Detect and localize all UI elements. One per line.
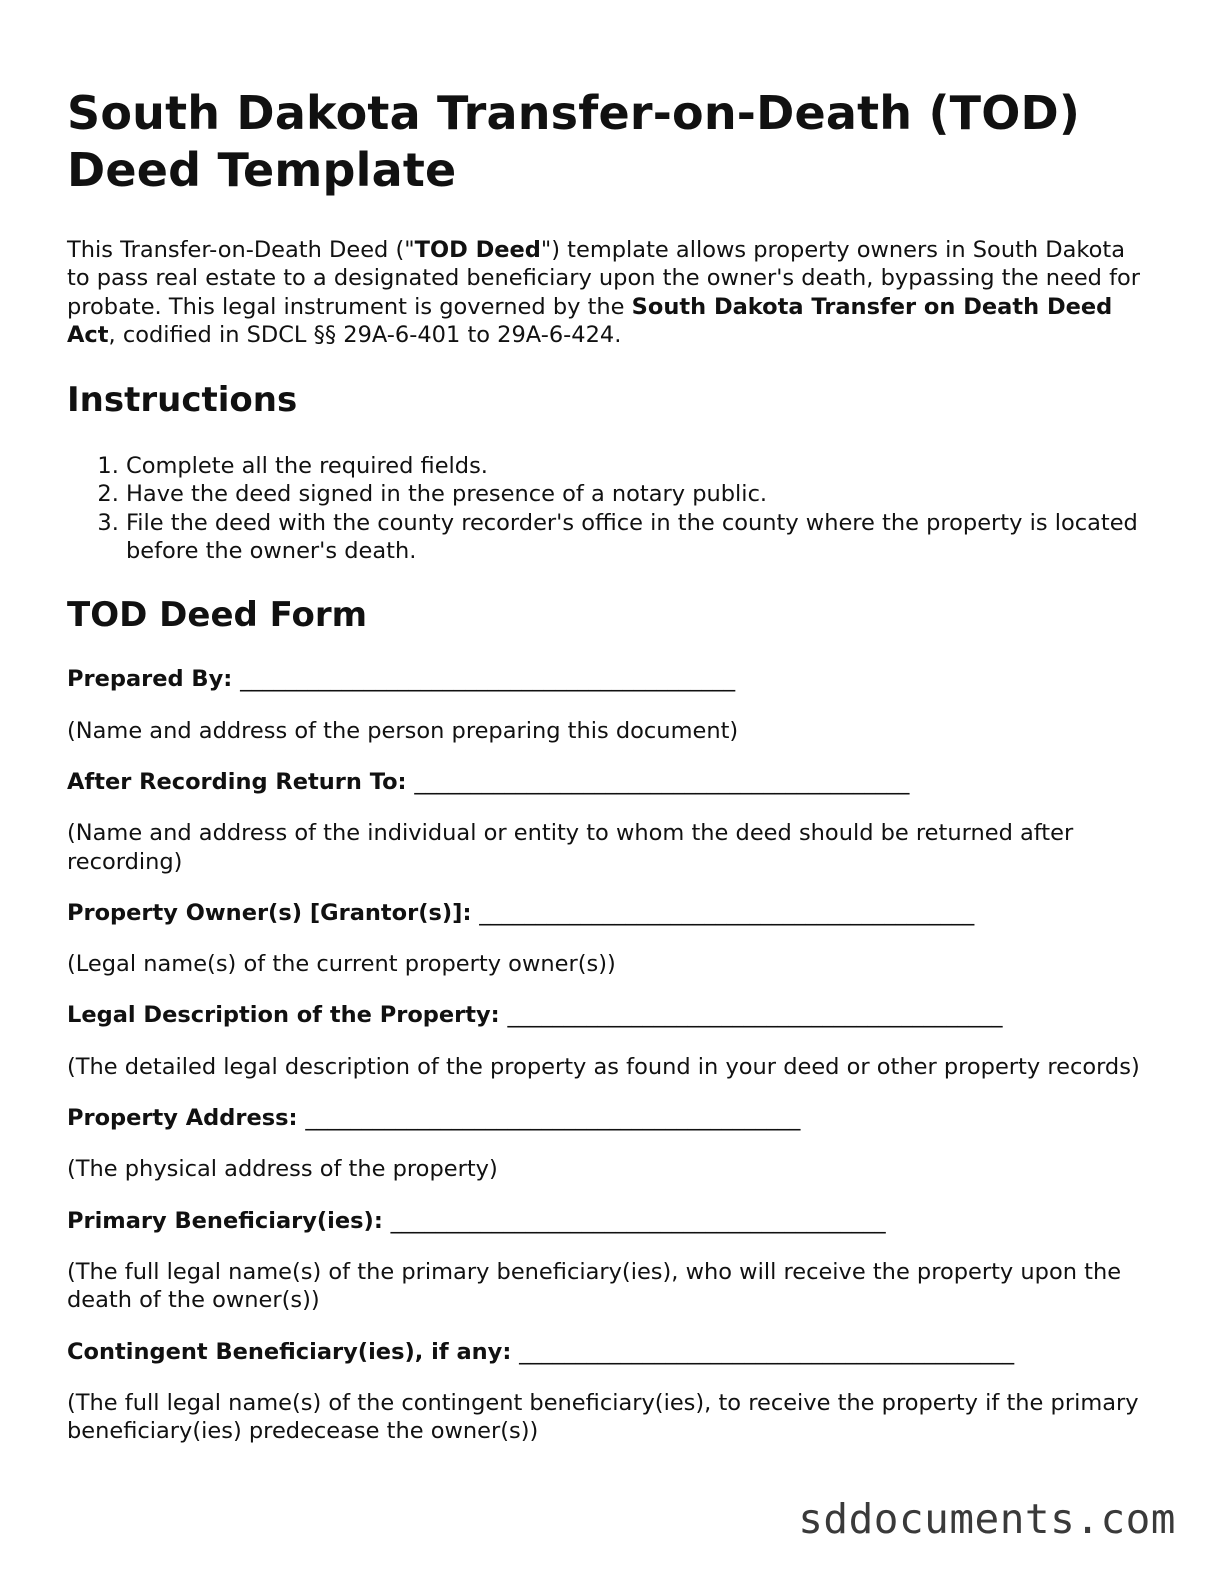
field-after-recording-return-to (67, 768, 1142, 796)
instructions-list (67, 452, 1142, 565)
field-label: Property Address: (67, 1105, 298, 1132)
field-label: Property Owner(s) [Grantor(s)]: (67, 899, 472, 926)
field-label: Legal Description of the Property: (67, 1002, 500, 1029)
field-label: Primary Beneficiary(ies): (67, 1207, 383, 1234)
intro-text-2: ") template allows property owners in South Dakota to pass real estate to a designated beneficiary upon the owner's death, bypassing the need for probate. This legal instrument is governed by the (67, 237, 1141, 320)
field-note: (The physical address of the property) (67, 1156, 498, 1183)
field-legal-description (67, 1001, 1142, 1029)
blank-line[interactable]: ____________________________________________ (305, 1105, 801, 1132)
field-property-owners (67, 899, 1142, 927)
blank-line[interactable]: ____________________________________________ (479, 899, 975, 926)
field-note: (Name and address of the person preparing this document) (67, 717, 739, 744)
field-note: (Legal name(s) of the current property owner(s)) (67, 951, 616, 978)
field-note: (The detailed legal description of the property as found in your deed or other property records) (67, 1053, 1140, 1080)
field-label: Prepared By: (67, 666, 233, 693)
field-note: (The full legal name(s) of the primary beneficiary(ies), who will receive the property upon the death of the owner(s)) (67, 1258, 1122, 1314)
blank-line[interactable]: ____________________________________________ (519, 1338, 1015, 1365)
site-watermark: sddocuments.com (798, 1495, 1176, 1543)
field-note: (Name and address of the individual or entity to whom the deed should be returned after recording) (67, 820, 1074, 875)
intro-bold-tod-deed: TOD Deed (414, 237, 541, 263)
blank-line[interactable]: ____________________________________________ (507, 1002, 1003, 1029)
instruction-item: 2. Have the deed signed in the presence of a notary public. (126, 480, 1142, 508)
intro-paragraph (67, 236, 1142, 349)
document-title: South Dakota Transfer-on-Death (TOD) Deed Template (67, 86, 1081, 197)
field-primary-beneficiaries (67, 1207, 1142, 1235)
document-page (67, 0, 1142, 1445)
field-note: (The full legal name(s) of the contingent beneficiary(ies), to receive the property if the primary beneficiary(ies) predecease the owner(s)) (67, 1389, 1139, 1445)
blank-line[interactable]: ____________________________________________ (414, 768, 910, 795)
intro-text-3: , codified in SDCL §§ 29A-6-401 to 29A-6-424. (108, 321, 622, 348)
blank-line[interactable]: ____________________________________________ (240, 666, 736, 693)
instructions-heading: Instructions (67, 380, 298, 421)
field-label: Contingent Beneficiary(ies), if any: (67, 1338, 512, 1365)
field-property-address (67, 1104, 1142, 1132)
instruction-item: 3. File the deed with the county recorder's office in the county where the property is located before the owner's death. (126, 509, 1142, 566)
intro-text-1: This Transfer-on-Death Deed (" (67, 237, 415, 263)
field-prepared-by (67, 665, 1142, 693)
form-heading: TOD Deed Form (67, 595, 368, 636)
intro-bold-act-name: South Dakota Transfer on Death Deed Act (67, 293, 1113, 348)
blank-line[interactable]: ____________________________________________ (390, 1207, 886, 1234)
field-label: After Recording Return To: (67, 768, 407, 795)
field-contingent-beneficiaries (67, 1338, 1142, 1366)
instruction-item: 1. Complete all the required fields. (126, 452, 1142, 480)
